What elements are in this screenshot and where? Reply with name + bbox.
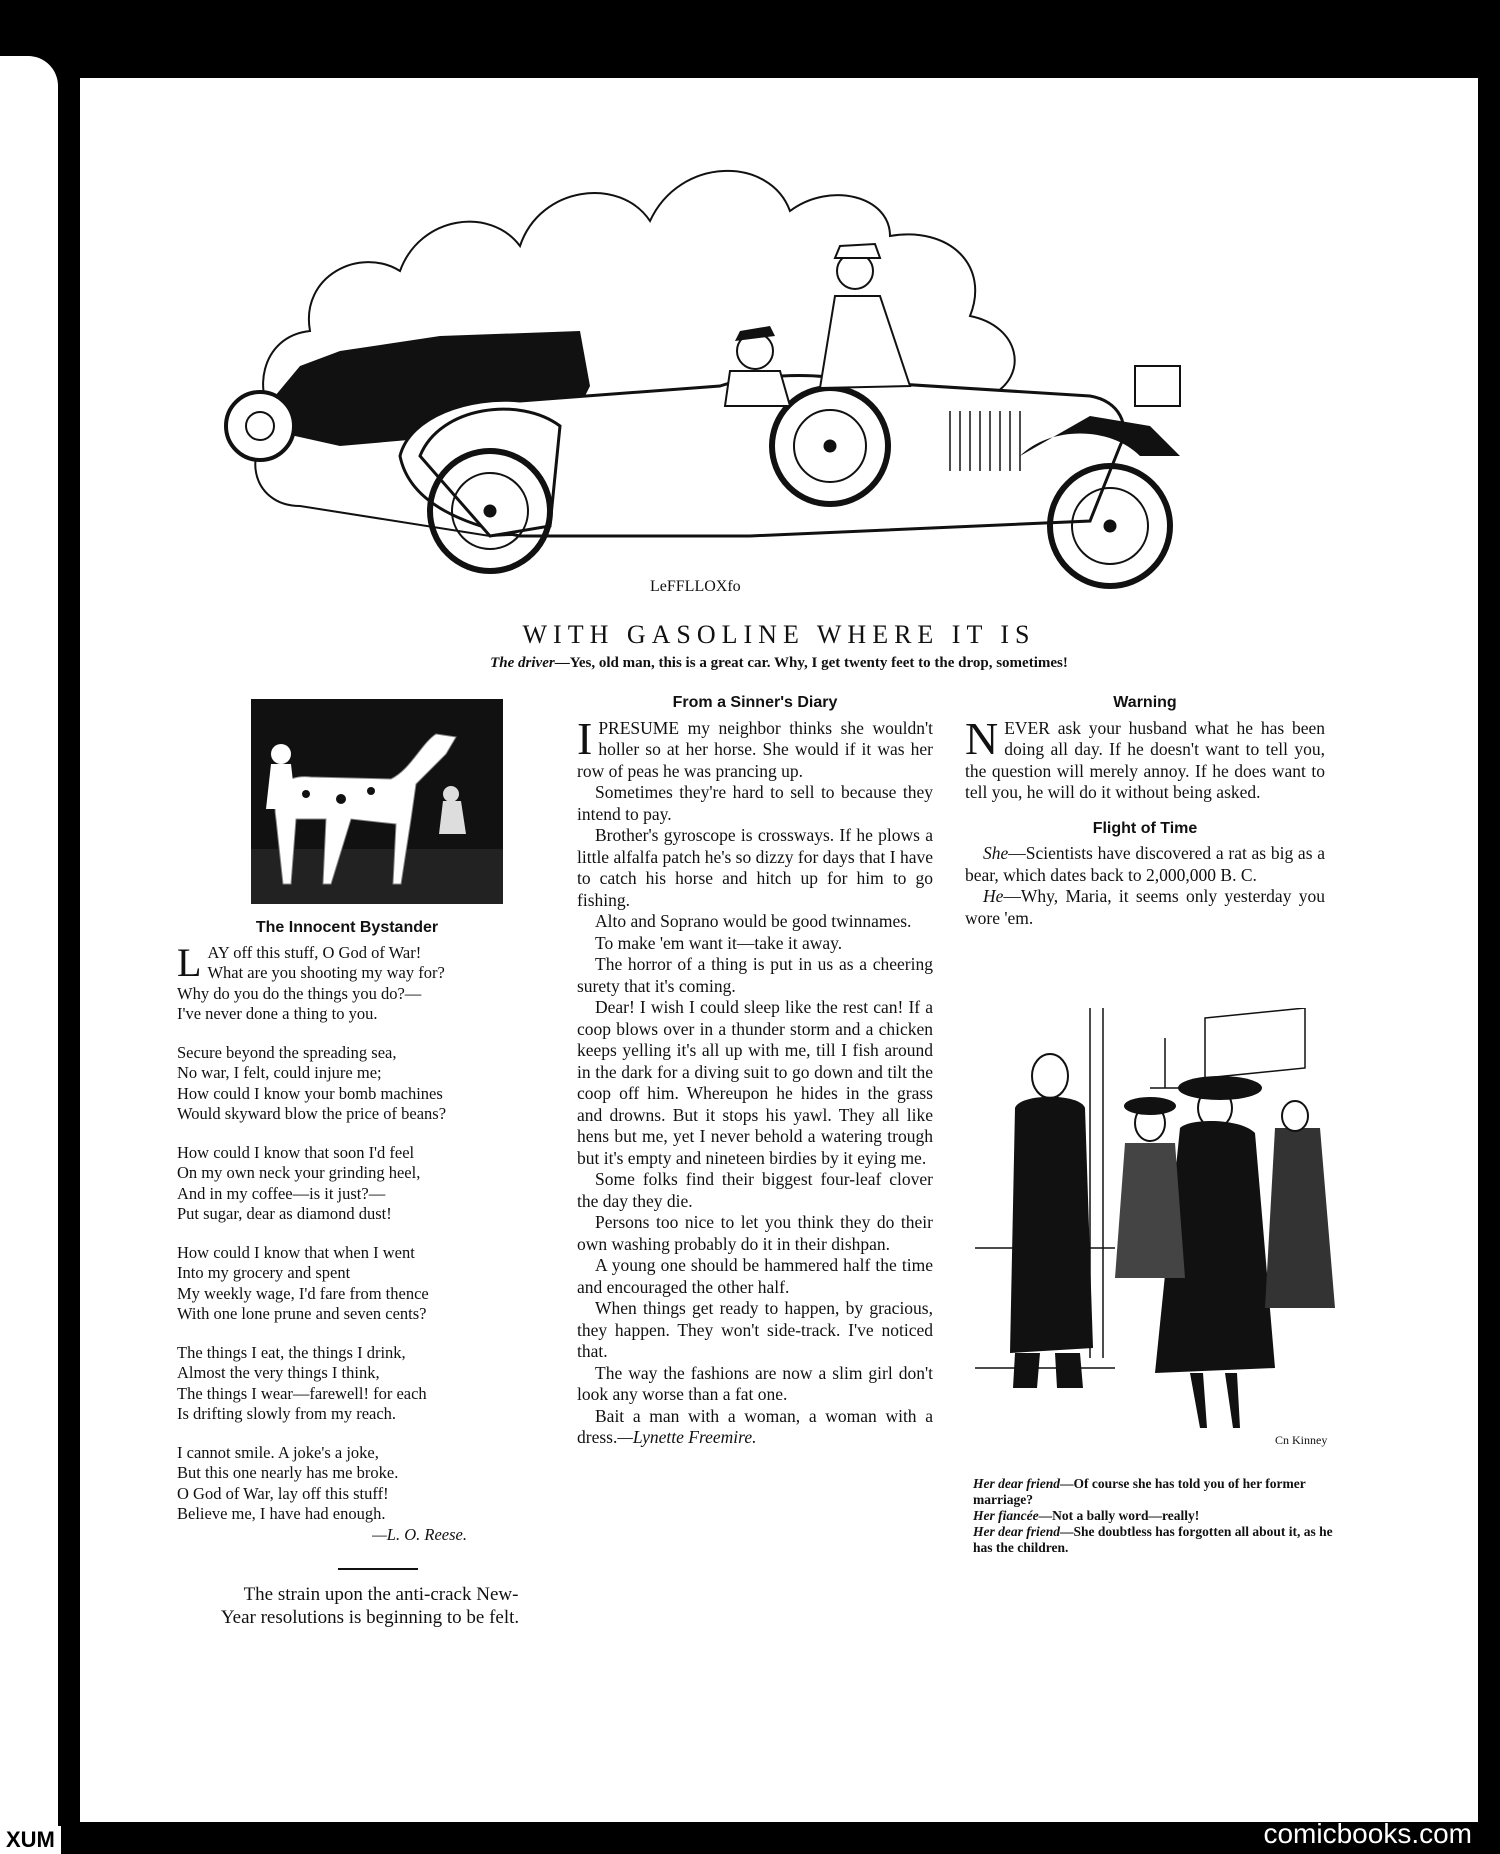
corner-tag: XUM: [0, 1826, 61, 1854]
innocent-bystander-poem: [177, 918, 527, 1545]
poem-line: Almost the very things I think,: [177, 1363, 380, 1382]
poem-line: O God of War, lay off this stuff!: [177, 1483, 389, 1503]
car-cartoon-illustration: [190, 126, 1370, 616]
diary-heading: From a Sinner's Diary: [672, 694, 838, 711]
poem-line: Why do you do the things you do?—: [177, 983, 422, 1003]
poem-stanza: [177, 1043, 527, 1125]
diary-paragraph: To make 'em want it—take it away.: [595, 932, 843, 953]
poem-heading: The Innocent Bystander: [255, 919, 439, 936]
poem-line: Is drifting slowly from my reach.: [177, 1404, 397, 1423]
greyhound-illustration: [251, 699, 503, 904]
diary-paragraph: Persons too nice to let you think they do their own washing probably do it in their dishpan.: [577, 1212, 933, 1254]
poem-line: Secure beyond the spreading sea,: [177, 1042, 397, 1062]
poem-line: I've never done a thing to you.: [177, 1004, 378, 1023]
poem-line: Would skyward blow the price of beans?: [177, 1104, 447, 1123]
warning-column: [965, 692, 1325, 929]
diary-paragraph: Bait a man with a woman, a woman with a dress.—Lynette Freemire.: [577, 1405, 933, 1447]
poem-signature: —L. O. Reese.: [372, 1524, 467, 1544]
poem-line: On my own neck your grinding heel,: [177, 1163, 421, 1182]
poem-line: Believe me, I have had enough.: [177, 1504, 386, 1523]
caption-line: Her dear friend—Of course she has told you of her former marriage?: [973, 1476, 1306, 1507]
flight-heading: Flight of Time: [1092, 819, 1198, 837]
diary-dropcap: I: [577, 712, 593, 764]
poem-line: How could I know that when I went: [177, 1242, 415, 1262]
poem-line: The things I eat, the things I drink,: [177, 1342, 406, 1362]
poem-line: My weekly wage, I'd fare from thence: [177, 1283, 429, 1303]
sinners-diary-column: [577, 692, 933, 1449]
warning-dropcap: N: [965, 712, 999, 764]
caption-line: Her fiancée—Not a bally word—really!: [973, 1508, 1200, 1523]
site-watermark: comicbooks.com: [1263, 1818, 1472, 1849]
poem-stanza: [177, 939, 527, 1025]
caption-line: Her dear friend—She doubtless has forgotten all about it, as he has the children.: [973, 1524, 1333, 1555]
poem-line: But this one nearly has me broke.: [177, 1463, 399, 1482]
diary-paragraph: Dear! I wish I could sleep like the rest can! If a coop blows over in a thunder storm and a chicken keeps yelling it's all up with me, till I fish around in the dark for a diving suit to go down and tilt the coop off him. Whereupon he hides in the grass and drowns. But it stops his yawl. They all like hens but me, yet I never behold a watering trough but it's empty and nineteen birdies by it eying me.: [577, 997, 933, 1168]
column-rule: [338, 1568, 418, 1570]
poem-line: AY off this stuff, O God of War!: [207, 942, 422, 962]
car-cartoon-signature: LeFFLLOXfo: [650, 578, 741, 595]
poem-stanza: [177, 1443, 527, 1525]
diary-paragraph: A young one should be hammered half the time and encouraged the other half.: [577, 1255, 933, 1297]
poem-line: Put sugar, dear as diamond dust!: [177, 1204, 392, 1223]
diary-paragraph: The horror of a thing is put in us as a cheering surety that it's coming.: [577, 954, 933, 996]
magazine-page: [80, 78, 1478, 1822]
facing-page-edge: [0, 56, 58, 1826]
diary-paragraph: Alto and Soprano would be good twinnames.: [595, 911, 912, 931]
diary-paragraph: IPRESUME my neighbor thinks she wouldn't holler so at her horse. She would if it was her row of peas he was prancing up.: [577, 712, 933, 781]
warning-paragraph: NEVER ask your husband what he has been doing all day. If he doesn't want to tell you, the question will merely annoy. If he does want to tell you, he will do it without being asked.: [965, 712, 1325, 802]
poem-stanza: [177, 1143, 527, 1225]
car-cartoon-title: WITH GASOLINE WHERE IT IS: [522, 620, 1036, 649]
flight-he-paragraph: He—Why, Maria, it seems only yesterday you wore 'em.: [965, 886, 1325, 928]
diary-paragraph: Brother's gyroscope is crossways. If he plows a little alfalfa patch he's so dizzy for days that I have to catch his horse and hitch up for him to go fishing.: [577, 825, 933, 910]
poem-line: How could I know your bomb machines: [177, 1083, 443, 1103]
poem-line: With one lone prune and seven cents?: [177, 1304, 427, 1323]
strain-line: The strain upon the anti-crack New-: [243, 1584, 519, 1605]
poem-line: How could I know that soon I'd feel: [177, 1142, 415, 1162]
strain-line: Year resolutions is beginning to be felt.: [220, 1607, 520, 1628]
poem-line: The things I wear—farewell! for each: [177, 1383, 427, 1403]
poem-line: What are you shooting my way for?: [207, 963, 445, 982]
poem-line: And in my coffee—is it just?—: [177, 1183, 386, 1203]
poem-stanza: [177, 1243, 527, 1325]
caption-speaker: The driver: [490, 655, 555, 671]
diary-paragraph: When things get ready to happen, by gracious, they happen. They won't side-track. I've noticed that.: [577, 1298, 933, 1361]
poem-line: I cannot smile. A joke's a joke,: [177, 1442, 379, 1462]
diary-paragraph: Some folks find their biggest four-leaf clover the day they die.: [577, 1169, 933, 1211]
car-cartoon-caption: [80, 655, 1478, 672]
poem-stanza: [177, 1343, 527, 1425]
poem-dropcap: L: [177, 939, 202, 985]
flight-she-paragraph: She—Scientists have discovered a rat as big as a bear, which dates back to 2,000,000 B. C.: [965, 843, 1325, 885]
street-cartoon-signature: Cn Kinney: [1275, 1433, 1328, 1447]
poem-line: Into my grocery and spent: [177, 1263, 351, 1282]
strain-paragraph: [185, 1583, 555, 1629]
diary-paragraph: The way the fashions are now a slim girl don't look any worse than a fat one.: [577, 1362, 933, 1404]
diary-signature: —Lynette Freemire.: [617, 1427, 757, 1447]
poem-line: No war, I felt, could injure me;: [177, 1063, 382, 1082]
diary-paragraph: Sometimes they're hard to sell to because they intend to pay.: [577, 782, 933, 824]
caption-text: —Yes, old man, this is a great car. Why, I get twenty feet to the drop, sometimes!: [554, 655, 1068, 671]
street-cartoon-caption: [955, 1476, 1345, 1556]
street-scene-illustration: [975, 1008, 1340, 1458]
warning-heading: Warning: [1113, 694, 1177, 711]
